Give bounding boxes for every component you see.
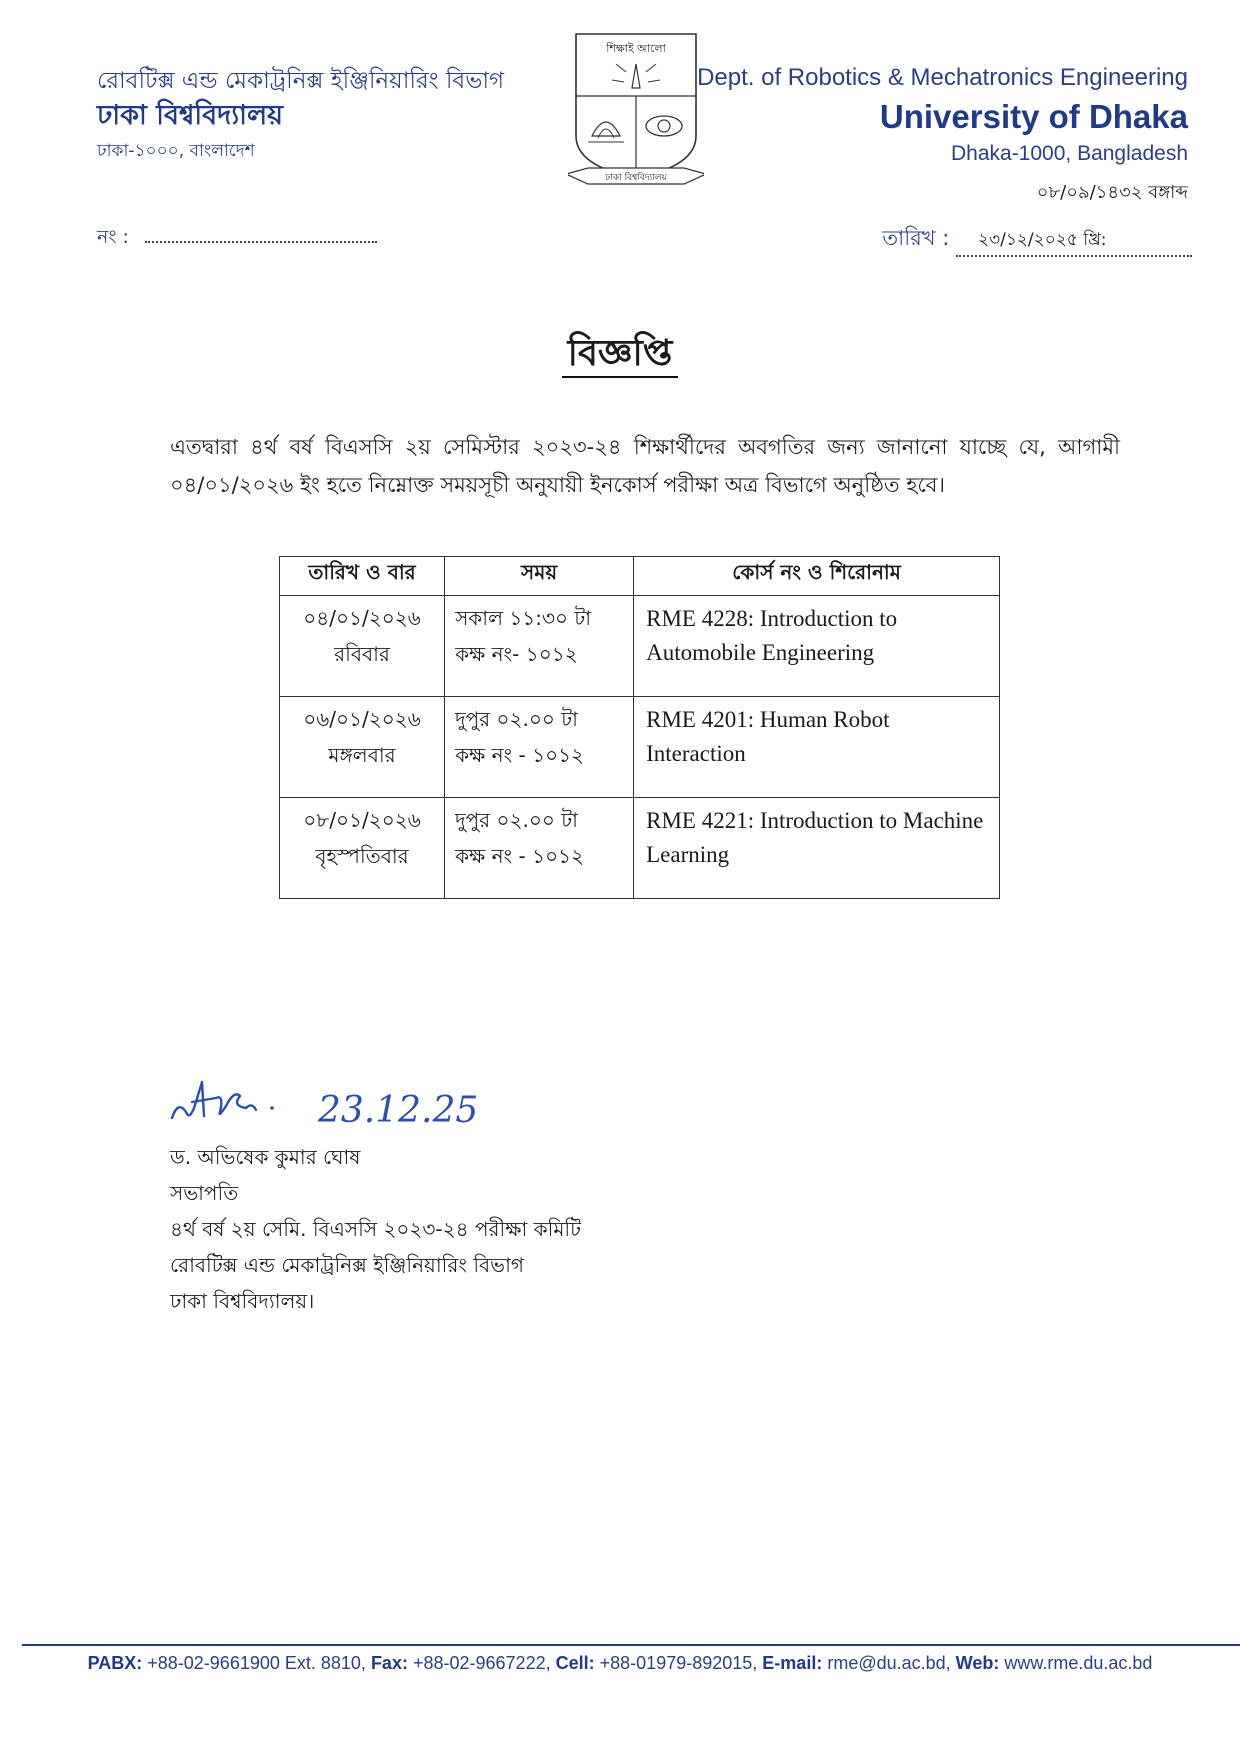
email-value: rme@du.ac.bd, bbox=[827, 1653, 951, 1673]
svg-text:23.12.25: 23.12.25 bbox=[318, 1090, 479, 1131]
handwritten-signature bbox=[168, 1072, 528, 1132]
pabx-value: +88-02-9661900 Ext. 8810, bbox=[147, 1653, 366, 1673]
cell-course: RME 4228: Introduction to Automobile Engineering bbox=[634, 596, 1000, 697]
department-name-en: Dept. of Robotics & Mechatronics Engineering bbox=[697, 64, 1188, 91]
table-row bbox=[280, 596, 1000, 697]
exam-schedule-table bbox=[279, 556, 1000, 899]
exam-time: দুপুর ০২.০০ টা bbox=[455, 808, 578, 832]
cell-time-room bbox=[445, 798, 634, 899]
email-label: E-mail: bbox=[762, 1653, 823, 1673]
address-bn: ঢাকা-১০০০, বাংলাদেশ bbox=[97, 141, 255, 161]
date-value: ২৩/১২/২০২৫ খ্রি: bbox=[956, 227, 1192, 257]
notice-title-text: বিজ্ঞপ্তি bbox=[562, 333, 679, 378]
header-date-day: তারিখ ও বার bbox=[280, 557, 445, 596]
exam-room: কক্ষ নং - ১০১২ bbox=[455, 844, 585, 868]
pabx-label: PABX: bbox=[87, 1653, 143, 1673]
date-field bbox=[882, 222, 1192, 257]
exam-room: কক্ষ নং - ১০১২ bbox=[455, 743, 585, 767]
footer-contact bbox=[0, 1653, 1240, 1674]
exam-date: ০৬/০১/২০২৬ bbox=[303, 707, 421, 731]
header-course: কোর্স নং ও শিরোনাম bbox=[634, 557, 1000, 596]
table-header-row bbox=[280, 557, 1000, 596]
exam-date: ০৪/০১/২০২৬ bbox=[303, 606, 421, 630]
signatory-department: রোবটিক্স এন্ড মেকাট্রনিক্স ইঞ্জিনিয়ারিং বিভাগ bbox=[170, 1253, 524, 1277]
university-crest-logo bbox=[568, 28, 704, 190]
web-label: Web: bbox=[955, 1653, 1000, 1673]
table-row bbox=[280, 798, 1000, 899]
signatory-designation: সভাপতি bbox=[170, 1181, 239, 1205]
fax-value: +88-02-9667222, bbox=[412, 1653, 551, 1673]
cell-label: Cell: bbox=[555, 1653, 595, 1673]
exam-time: সকাল ১১:৩০ টা bbox=[455, 606, 592, 630]
svg-text:ঢাকা বিশ্ববিদ্যালয়: ঢাকা বিশ্ববিদ্যালয় bbox=[605, 173, 667, 183]
cell-date-day bbox=[280, 798, 445, 899]
university-name-bn: ঢাকা বিশ্ববিদ্যালয় bbox=[97, 100, 284, 131]
cell-value: +88-01979-892015, bbox=[599, 1653, 758, 1673]
reference-number-blank bbox=[145, 241, 377, 243]
cell-date-day bbox=[280, 596, 445, 697]
exam-day: রবিবার bbox=[334, 642, 390, 666]
fax-label: Fax: bbox=[370, 1653, 408, 1673]
notice-body: এতদ্বারা ৪র্থ বর্ষ বিএসসি ২য় সেমিস্টার ২০২৩-২৪ শিক্ষার্থীদের অবগতির জন্য জানানো যাচ্ছে যে, আগামী ০৪/০১/২০২৬ ইং হতে নিম্নোক্ত সময়সূচী অনুযায়ী ইনকোর্স পরীক্ষা অত্র বিভাগে অনুষ্ঠিত হবে। bbox=[170, 435, 1120, 497]
cell-course: RME 4201: Human Robot Interaction bbox=[634, 697, 1000, 798]
exam-day: মঙ্গলবার bbox=[328, 743, 396, 767]
footer-divider bbox=[22, 1644, 1240, 1646]
exam-day: বৃহস্পতিবার bbox=[315, 844, 409, 868]
university-name-en: University of Dhaka bbox=[879, 98, 1188, 135]
reference-number-label: নং : bbox=[97, 226, 129, 248]
cell-time-room bbox=[445, 697, 634, 798]
cell-course: RME 4221: Introduction to Machine Learning bbox=[634, 798, 1000, 899]
department-name-bn: রোবটিক্স এন্ড মেকাট্রনিক্স ইঞ্জিনিয়ারিং বিভাগ bbox=[97, 68, 505, 94]
signatory-committee: ৪র্থ বর্ষ ২য় সেমি. বিএসসি ২০২৩-২৪ পরীক্ষা কমিটি bbox=[170, 1217, 582, 1241]
signatory-block bbox=[170, 1139, 581, 1319]
signatory-name: ড. অভিষেক কুমার ঘোষ bbox=[170, 1145, 361, 1169]
web-value: www.rme.du.ac.bd bbox=[1004, 1653, 1153, 1673]
signatory-university: ঢাকা বিশ্ববিদ্যালয়। bbox=[170, 1289, 315, 1313]
bangabda-date: ০৮/০৯/১৪৩২ বঙ্গাব্দ bbox=[1036, 182, 1188, 203]
cell-time-room bbox=[445, 596, 634, 697]
cell-date-day bbox=[280, 697, 445, 798]
exam-time: দুপুর ০২.০০ টা bbox=[455, 707, 578, 731]
exam-room: কক্ষ নং- ১০১২ bbox=[455, 642, 578, 666]
svg-text:শিক্ষাই আলো: শিক্ষাই আলো bbox=[606, 42, 666, 55]
exam-date: ০৮/০১/২০২৬ bbox=[303, 808, 421, 832]
notice-title bbox=[0, 326, 1240, 386]
date-label: তারিখ : bbox=[882, 226, 950, 250]
table-row bbox=[280, 697, 1000, 798]
address-en: Dhaka-1000, Bangladesh bbox=[950, 142, 1188, 165]
header-time: সময় bbox=[445, 557, 634, 596]
